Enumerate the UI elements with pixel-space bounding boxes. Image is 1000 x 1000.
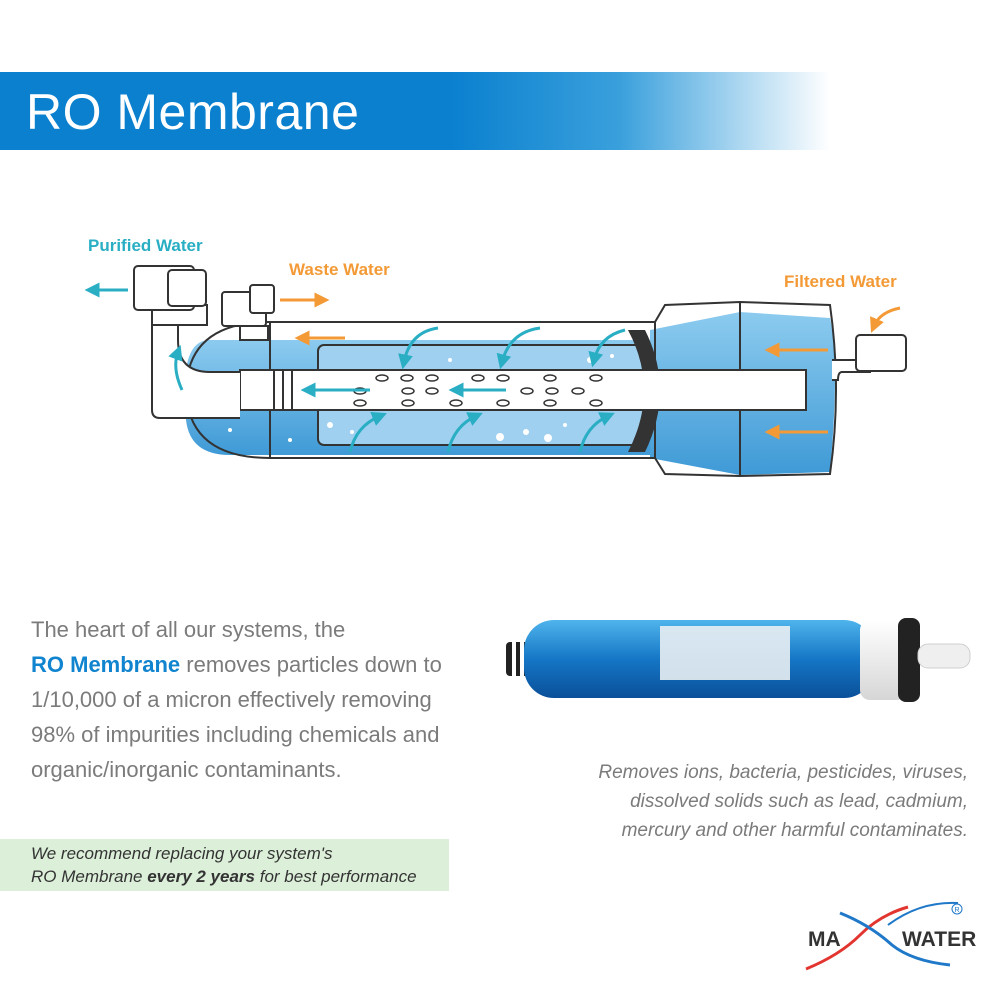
membrane-right-nozzle xyxy=(918,644,970,668)
waste-outlet-pipe xyxy=(222,285,274,340)
intro-text-2: removes particles down to 1/10,000 of a micron effectively removing 98% of impurities including chemicals and organic/inorganic contaminants. xyxy=(31,652,442,782)
membrane-black-ring xyxy=(898,618,920,702)
recommend-line-2-bold: every 2 years xyxy=(147,867,255,886)
filtered-water-label: Filtered Water xyxy=(784,272,897,291)
maxwater-logo xyxy=(800,895,980,975)
recommend-line-1: We recommend replacing your system's xyxy=(31,844,333,863)
removes-description: Removes ions, bacteria, pesticides, viruses, dissolved solids such as lead, cadmium, mercury and other harmful contaminates. xyxy=(598,762,968,841)
recommend-line-2-pre: RO Membrane xyxy=(31,867,143,886)
logo-ma: MA xyxy=(808,928,841,951)
page-title: RO Membrane xyxy=(26,84,360,140)
logo-water: WATER xyxy=(902,928,977,951)
intro-text-1: The heart of all our systems, the xyxy=(31,617,346,642)
purified-water-label: Purified Water xyxy=(88,236,203,255)
intro-paragraph xyxy=(31,612,461,787)
logo-swoosh-blue-top xyxy=(888,903,958,925)
recommend-line-2-post: for best performance xyxy=(259,867,417,886)
registered-mark-letter: R xyxy=(954,907,960,914)
waste-water-label: Waste Water xyxy=(289,260,390,279)
filtered-inlet-pipe xyxy=(832,335,906,380)
intro-highlight: RO Membrane xyxy=(31,652,181,677)
recommend-text xyxy=(31,842,417,888)
ro-membrane-photo xyxy=(500,600,980,720)
ro-membrane-diagram xyxy=(0,220,1000,480)
membrane-label-sticker xyxy=(660,626,790,680)
